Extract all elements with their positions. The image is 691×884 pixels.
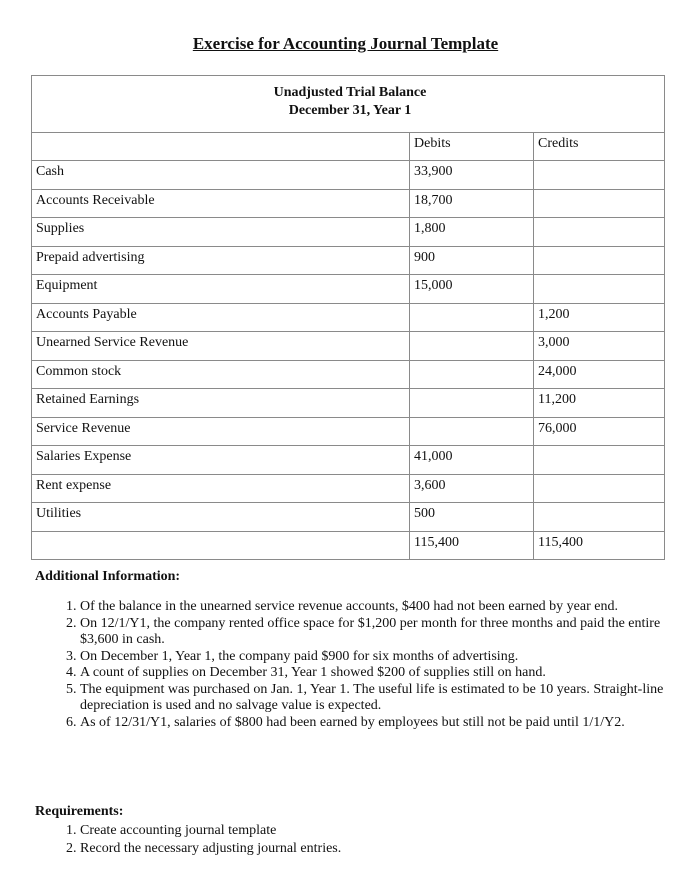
- credit-cell: [534, 446, 665, 475]
- debit-cell: 1,800: [410, 218, 534, 247]
- credit-cell: [534, 189, 665, 218]
- table-row: [32, 161, 665, 190]
- account-cell: Accounts Payable: [32, 303, 410, 332]
- table-row: [32, 189, 665, 218]
- list-item: 1. Of the balance in the unearned service revenue accounts, $400 had not been earned by year end.: [80, 599, 680, 616]
- credit-cell: [534, 474, 665, 503]
- debit-cell: [410, 417, 534, 446]
- totals-row: [32, 531, 665, 560]
- credit-cell: 76,000: [534, 417, 665, 446]
- debit-cell: [410, 360, 534, 389]
- debit-cell: 500: [410, 503, 534, 532]
- account-cell: Rent expense: [32, 474, 410, 503]
- table-row: [32, 275, 665, 304]
- account-cell: Prepaid advertising: [32, 246, 410, 275]
- list-item: 6. As of 12/31/Y1, salaries of $800 had been earned by employees but still not be paid until 1/1/Y2.: [80, 715, 680, 732]
- credit-cell: 11,200: [534, 389, 665, 418]
- account-cell: Retained Earnings: [32, 389, 410, 418]
- table-row: [32, 218, 665, 247]
- account-cell: Service Revenue: [32, 417, 410, 446]
- account-cell: Utilities: [32, 503, 410, 532]
- credit-cell: [534, 246, 665, 275]
- table-heading: [32, 76, 665, 133]
- credit-cell: [534, 503, 665, 532]
- credits-column-header: Credits: [534, 133, 665, 161]
- requirements-heading: Requirements:: [35, 804, 124, 819]
- account-cell: Salaries Expense: [32, 446, 410, 475]
- table-row: [32, 246, 665, 275]
- trial-balance-table: [31, 75, 665, 560]
- table-row: [32, 474, 665, 503]
- trial-balance-title: Unadjusted Trial Balance: [273, 85, 427, 100]
- trial-balance-date: December 31, Year 1: [288, 103, 412, 118]
- account-cell: Unearned Service Revenue: [32, 332, 410, 361]
- credit-cell: [534, 161, 665, 190]
- debit-cell: [410, 332, 534, 361]
- debits-column-header: Debits: [410, 133, 534, 161]
- credit-cell: 3,000: [534, 332, 665, 361]
- table-row: [32, 446, 665, 475]
- table-row: [32, 303, 665, 332]
- list-item: 2. Record the necessary adjusting journal entries.: [80, 840, 680, 858]
- account-cell: Cash: [32, 161, 410, 190]
- account-column-header: [32, 133, 410, 161]
- credit-cell: 24,000: [534, 360, 665, 389]
- table-heading-row: [32, 76, 665, 133]
- debit-cell: 15,000: [410, 275, 534, 304]
- total-debit-cell: 115,400: [410, 531, 534, 560]
- list-item: 5. The equipment was purchased on Jan. 1, Year 1. The useful life is estimated to be 10 years. Straight-line depreciation is used and no salvage value is expected.: [80, 682, 680, 715]
- list-item: 3. On December 1, Year 1, the company paid $900 for six months of advertising.: [80, 649, 680, 666]
- debit-cell: 33,900: [410, 161, 534, 190]
- list-item: 4. A count of supplies on December 31, Year 1 showed $200 of supplies still on hand.: [80, 665, 680, 682]
- account-cell: Accounts Receivable: [32, 189, 410, 218]
- table-row: [32, 389, 665, 418]
- debit-cell: [410, 389, 534, 418]
- list-item: 1. Create accounting journal template: [80, 822, 680, 840]
- table-row: [32, 332, 665, 361]
- credit-cell: 1,200: [534, 303, 665, 332]
- debit-cell: 18,700: [410, 189, 534, 218]
- total-credit-cell: 115,400: [534, 531, 665, 560]
- requirements-list: [42, 822, 680, 858]
- credit-cell: [534, 275, 665, 304]
- account-cell: Supplies: [32, 218, 410, 247]
- table-row: [32, 360, 665, 389]
- debit-cell: 3,600: [410, 474, 534, 503]
- debit-cell: 900: [410, 246, 534, 275]
- list-item: 2. On 12/1/Y1, the company rented office space for $1,200 per month for three months and paid the entire $3,600 in cash.: [80, 616, 680, 649]
- debit-cell: 41,000: [410, 446, 534, 475]
- totals-label-cell: [32, 531, 410, 560]
- table-row: [32, 503, 665, 532]
- debit-cell: [410, 303, 534, 332]
- account-cell: Equipment: [32, 275, 410, 304]
- account-cell: Common stock: [32, 360, 410, 389]
- additional-info-list: [42, 599, 680, 731]
- document-title: Exercise for Accounting Journal Template: [192, 34, 499, 53]
- credit-cell: [534, 218, 665, 247]
- table-row: [32, 417, 665, 446]
- column-header-row: [32, 133, 665, 161]
- additional-info-heading: Additional Information:: [35, 569, 181, 584]
